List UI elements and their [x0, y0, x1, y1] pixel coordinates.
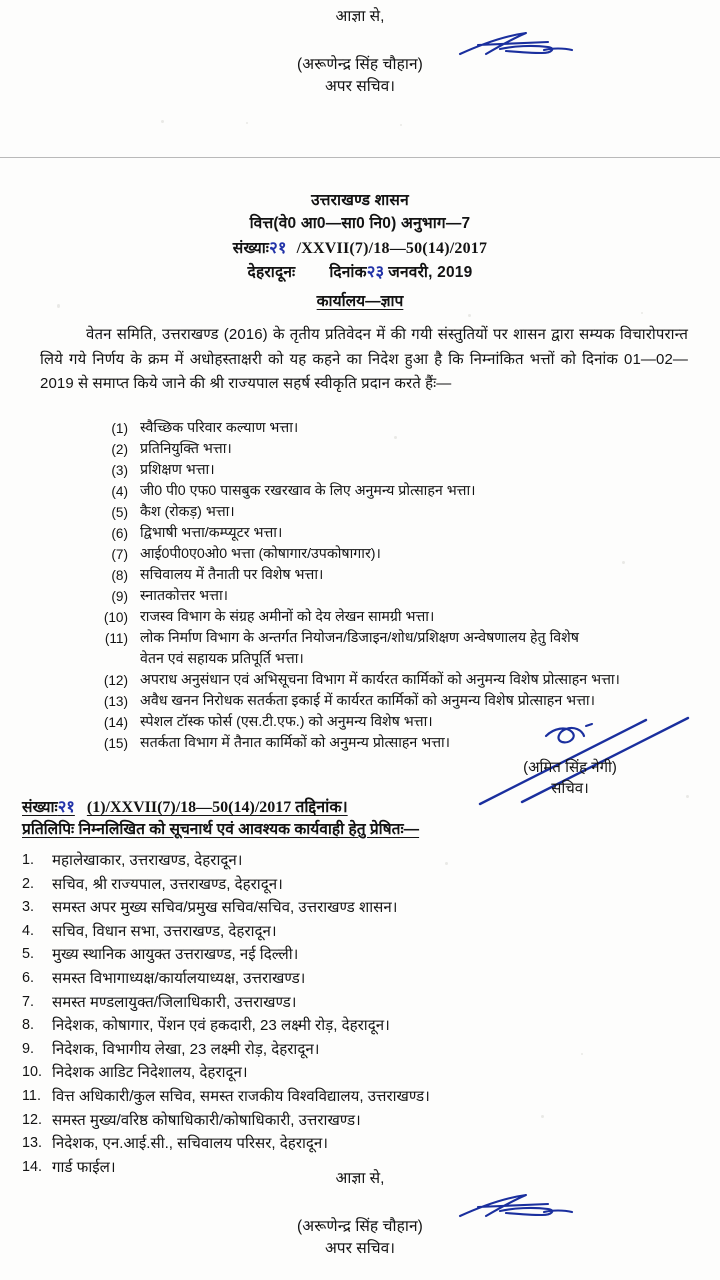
allowance-number: (5): [111, 505, 128, 520]
copy-number-wrapper: [22, 799, 348, 816]
list-item: [22, 1085, 712, 1109]
list-item: [70, 523, 710, 544]
allowance-number: (1): [111, 421, 128, 436]
allowance-text: स्पेशल टॉस्क फोर्स (एस.टी.एफ.) को अनुमन्य विशेष भत्ता।: [140, 714, 433, 730]
list-item: [70, 670, 710, 691]
allowance-text: सचिवालय में तैनाती पर विशेष भत्ता।: [140, 567, 324, 583]
distribution-number: 2.: [22, 875, 35, 892]
list-item: [22, 991, 712, 1015]
allowance-text: स्वैच्छिक परिवार कल्याण भत्ता।: [140, 420, 299, 436]
distribution-number: 5.: [22, 946, 35, 963]
memo-number-line: [0, 237, 720, 259]
allowance-text: राजस्व विभाग के संग्रह अमीनों को देय लेखन सामग्री भत्ता।: [140, 609, 435, 625]
by-order-label-bottom: आज्ञा से,: [335, 1170, 385, 1187]
list-item: [22, 896, 712, 920]
distribution-text: समस्त अपर मुख्य सचिव/प्रमुख सचिव/सचिव, उत्तराखण्ड शासन।: [52, 899, 398, 917]
allowance-text: अपराध अनुसंधान एवं अभिसूचना विभाग में कार्यरत कार्मिकों को अनुमन्य विशेष प्रोत्साहन भत्ता।: [140, 672, 620, 688]
distribution-text: निदेशक, कोषागार, पेंशन एवं हकदारी, 23 लक्ष्मी रोड़, देहरादून।: [52, 1017, 390, 1035]
allowance-text: स्नातकोत्तर भत्ता।: [140, 588, 229, 604]
distribution-text: समस्त विभागाध्यक्ष/कार्यालयाध्यक्ष, उत्तराखण्ड।: [52, 969, 306, 987]
list-item: [22, 967, 712, 991]
memo-header: [0, 190, 720, 311]
signatory-designation-top: अपर सचिव।: [324, 78, 396, 95]
list-item: [22, 873, 712, 897]
scan-speck: [161, 120, 164, 123]
scan-speck: [686, 795, 689, 798]
distribution-text: महालेखाकार, उत्तराखण्ड, देहरादून।: [52, 852, 243, 869]
memo-date-rest: जनवरी, 2019: [388, 264, 473, 281]
signatory-designation-bottom: अपर सचिव।: [324, 1240, 396, 1257]
allowance-number: (3): [111, 463, 128, 478]
scan-speck: [641, 312, 643, 314]
distribution-text: निदेशक, विभागीय लेखा, 23 लक्ष्मी रोड़, देहरादून।: [52, 1040, 320, 1058]
distribution-number: 6.: [22, 969, 35, 986]
government-name: उत्तराखण्ड शासन: [311, 192, 409, 209]
list-item: [70, 691, 710, 712]
allowance-number: (8): [111, 568, 128, 583]
memo-date-handwritten: २३: [366, 262, 385, 281]
distribution-number: 1.: [22, 852, 35, 868]
secretary-designation: सचिव।: [551, 780, 589, 797]
distribution-text: निदेशक, एन.आई.सी., सचिवालय परिसर, देहरादून।: [52, 1135, 329, 1153]
distribution-number: 4.: [22, 922, 35, 939]
copy-heading-line: [22, 818, 419, 841]
distribution-number: 7.: [22, 993, 35, 1010]
allowance-text: अवैध खनन निरोधक सतर्कता इकाई में कार्यरत कार्मिकों को अनुमन्य विशेष प्रोत्साहन भत्ता।: [140, 693, 595, 709]
allowance-number: (6): [111, 526, 128, 541]
scan-speck: [468, 314, 471, 317]
copy-number-rest: (1)/XXVII(7)/18—50(14)/2017 तद्दिनांक।: [86, 799, 348, 816]
list-item: [70, 628, 710, 670]
distribution-number: 8.: [22, 1017, 35, 1034]
list-item: [22, 1038, 712, 1062]
distribution-text: निदेशक आडिट निदेशालय, देहरादून।: [52, 1064, 248, 1082]
allowance-text: जी0 पी0 एफ0 पासबुक रखरखाव के लिए अनुमन्य प्रोत्साहन भत्ता।: [140, 483, 476, 499]
allowance-text: आई0पी0ए0ओ0 भत्ता (कोषागार/उपकोषागार)।: [140, 546, 381, 562]
distribution-number: 14.: [22, 1158, 43, 1175]
secretary-signature-block: [450, 757, 690, 799]
allowance-text-continuation: वेतन एवं सहायक प्रतिपूर्ति भत्ता।: [140, 651, 304, 667]
allowance-number: (10): [103, 610, 128, 625]
secretary-name: (अमित सिंह नेगी): [523, 759, 617, 776]
distribution-text: वित्त अधिकारी/कुल सचिव, समस्त राजकीय विश्वविद्यालय, उत्तराखण्ड।: [52, 1087, 430, 1105]
allowance-text: प्रशिक्षण भत्ता।: [140, 462, 215, 478]
list-item: [70, 481, 710, 502]
list-item: [22, 1109, 712, 1133]
distribution-number: 11.: [22, 1087, 41, 1104]
distribution-number: 13.: [22, 1135, 43, 1152]
scan-speck: [246, 122, 248, 124]
distribution-text: मुख्य स्थानिक आयुक्त उत्तराखण्ड, नई दिल्ली।: [52, 946, 299, 964]
list-item: [70, 439, 710, 460]
distribution-number: 9.: [22, 1040, 35, 1057]
distribution-text: समस्त मण्डलायुक्त/जिलाधिकारी, उत्तराखण्ड।: [52, 993, 297, 1011]
list-item: [22, 1014, 712, 1038]
memo-date-label: दिनांक: [329, 264, 367, 281]
scan-speck: [394, 436, 397, 439]
allowance-number: (15): [103, 736, 128, 751]
memo-body-paragraph: [40, 323, 688, 397]
list-item: [70, 586, 710, 607]
paragraph-text: वेतन समिति, उत्तराखण्ड (2016) के तृतीय प्रतिवेदन में की गयी संस्तुतियों पर शासन द्वारा सम्यक विचारोपरान्त लिये गये निर्णय के क्रम में अधोहस्ताक्षरी को यह कहने का निदेश हुआ है कि निम्नांकित भत्तों को दिनांक 01—02—2019 से समाप्त किये जाने की श्री राज्यपाल सहर्ष स्वीकृति प्रदान करते हैंः—: [40, 326, 688, 392]
list-item: [70, 712, 710, 733]
scan-speck: [57, 304, 60, 308]
page-separator: [0, 157, 720, 158]
list-item: [70, 565, 710, 586]
distribution-text: सचिव, श्री राज्यपाल, उत्तराखण्ड, देहरादून।: [52, 875, 283, 893]
memo-number-rest: /XXVII(7)/18—50(14)/2017: [296, 240, 488, 257]
allowance-number: (11): [104, 631, 128, 646]
list-item: [22, 849, 712, 873]
distribution-text: सचिव, विधान सभा, उत्तराखण्ड, देहरादून।: [52, 922, 277, 940]
list-item: [70, 607, 710, 628]
allowance-text: द्विभाषी भत्ता/कम्प्यूटर भत्ता।: [140, 525, 283, 541]
by-order-label-top: आज्ञा से,: [335, 8, 385, 25]
list-item: [22, 1061, 712, 1085]
distribution-text: गार्ड फाईल।: [52, 1158, 116, 1176]
distribution-number: 12.: [22, 1111, 43, 1128]
allowance-number: (13): [103, 694, 128, 709]
memo-title: कार्यालय—ज्ञाप: [316, 293, 404, 310]
scan-speck: [400, 124, 402, 126]
memo-number-handwritten: २१: [269, 238, 287, 257]
scan-speck: [581, 1053, 583, 1055]
list-item: [70, 460, 710, 481]
allowance-text: लोक निर्माण विभाग के अन्तर्गत नियोजन/डिजाइन/शोध/प्रशिक्षण अन्वेषणालय हेतु विशेष: [140, 630, 579, 646]
list-item: [22, 920, 712, 944]
memo-place: देहरादूनः: [247, 264, 296, 281]
signatory-name-bottom: (अरूणेन्द्र सिंह चौहान): [297, 1218, 423, 1235]
allowance-text: कैश (रोकड़) भत्ता।: [140, 504, 235, 520]
list-item: [70, 418, 710, 439]
allowance-list: [70, 418, 710, 754]
allowance-number: (12): [103, 673, 128, 688]
list-item: [22, 1132, 712, 1156]
memo-date-line: [0, 261, 720, 283]
allowance-text-wrapper: [140, 628, 710, 670]
copy-number-handwritten: २१: [57, 797, 75, 816]
allowance-number: (9): [111, 589, 128, 604]
distribution-number: 10.: [22, 1064, 43, 1081]
allowance-number: (4): [111, 484, 128, 499]
scan-speck: [445, 862, 448, 865]
allowance-text: सतर्कता विभाग में तैनात कार्मिकों को अनुमन्य प्रोत्साहन भत्ता।: [140, 735, 451, 751]
allowance-text: प्रतिनियुक्ति भत्ता।: [140, 441, 232, 457]
list-item: [70, 502, 710, 523]
signatory-name-top: (अरूणेन्द्र सिंह चौहान): [297, 56, 423, 73]
distribution-text: समस्त मुख्य/वरिष्ठ कोषाधिकारी/कोषाधिकारी, उत्तराखण्ड।: [52, 1111, 361, 1129]
list-item: [70, 733, 710, 754]
memo-number-label: संख्याः: [232, 240, 270, 257]
allowance-number: (7): [111, 547, 128, 562]
scan-speck: [622, 561, 625, 564]
list-item: [70, 544, 710, 565]
list-item: [22, 943, 712, 967]
copy-number-label: संख्याः: [22, 799, 58, 816]
allowance-number: (2): [111, 442, 128, 457]
scan-speck: [541, 1115, 544, 1118]
copy-heading: प्रतिलिपिः निम्नलिखित को सूचनार्थ एवं आवश्यक कार्यवाही हेतु प्रेषितः—: [22, 821, 420, 838]
distribution-number: 3.: [22, 899, 35, 916]
department-name: वित्त(वे0 आ0—सा0 नि0) अनुभाग—7: [249, 215, 471, 232]
bottom-signature-block: [0, 1168, 720, 1260]
distribution-list: [22, 849, 712, 1179]
top-signature-block: [0, 6, 720, 98]
allowance-number: (14): [103, 715, 128, 730]
copy-number-line: [22, 795, 348, 819]
